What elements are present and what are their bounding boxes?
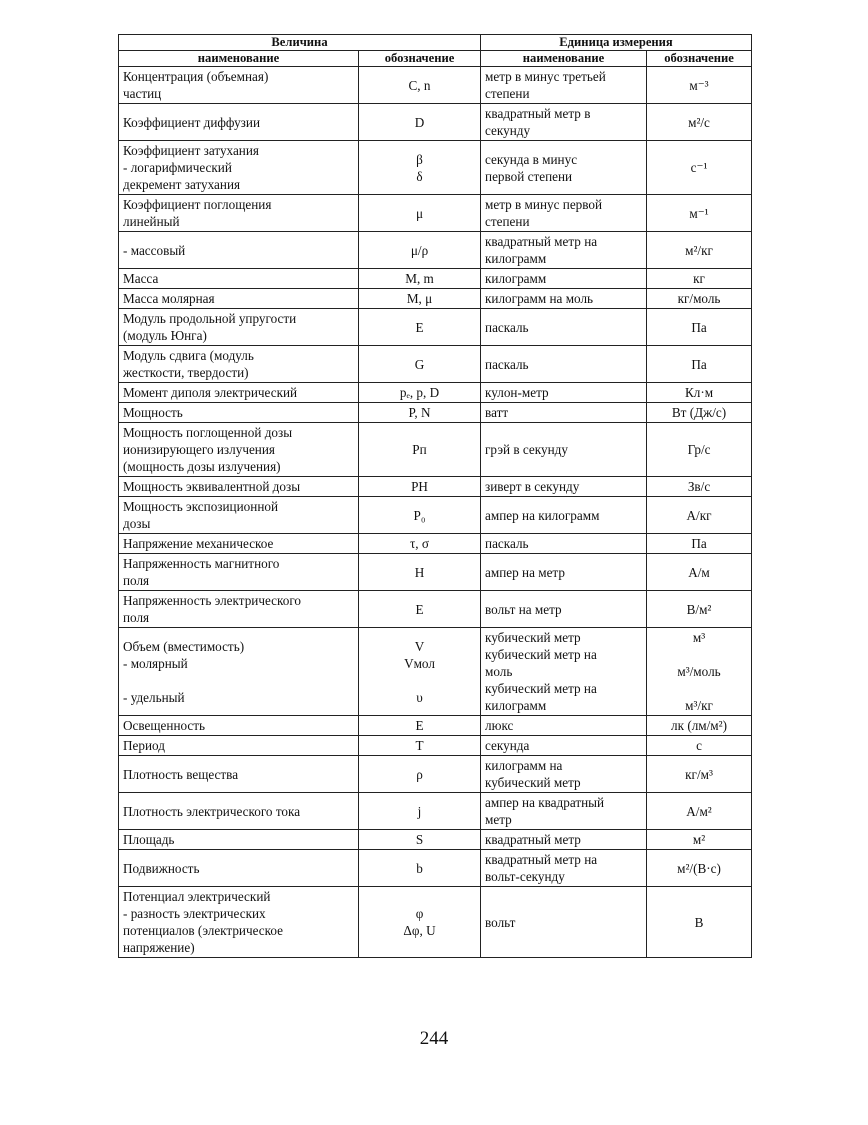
quantity-symbol-cell: μ (359, 195, 481, 232)
table-row (119, 830, 752, 850)
unit-symbol-cell: А/м (647, 554, 752, 591)
unit-symbol-cell: лк (лм/м²) (647, 716, 752, 736)
unit-name-cell: ватт (481, 403, 647, 423)
unit-symbol-cell: м⁻³ (647, 67, 752, 104)
unit-symbol-cell: м²/с (647, 104, 752, 141)
page-number: 244 (419, 1028, 449, 1049)
unit-symbol-cell: с⁻¹ (647, 141, 752, 195)
table-row (119, 534, 752, 554)
units-table (118, 34, 752, 958)
unit-name-cell: квадратный метр на килограмм (481, 232, 647, 269)
quantity-name-cell: Модуль продольной упругости (модуль Юнга) (119, 309, 359, 346)
table-row (119, 716, 752, 736)
table-row (119, 850, 752, 887)
quantity-symbol-cell: V Vмол υ (359, 628, 481, 716)
unit-symbol-cell: с (647, 736, 752, 756)
quantity-name-cell: Напряжение механическое (119, 534, 359, 554)
quantity-symbol-cell: E (359, 309, 481, 346)
quantity-symbol-cell: E (359, 591, 481, 628)
unit-name-cell: зиверт в секунду (481, 477, 647, 497)
quantity-symbol-cell: G (359, 346, 481, 383)
unit-name-cell: метр в минус первой степени (481, 195, 647, 232)
unit-symbol-cell: м² (647, 830, 752, 850)
quantity-name-cell: Плотность вещества (119, 756, 359, 793)
unit-name-cell: кулон-метр (481, 383, 647, 403)
unit-symbol-cell: м⁻¹ (647, 195, 752, 232)
quantity-symbol-cell: ρ (359, 756, 481, 793)
unit-symbol-cell: Гр/с (647, 423, 752, 477)
quantity-name-cell: Момент диполя электрический (119, 383, 359, 403)
quantity-name-cell: Масса (119, 269, 359, 289)
unit-symbol-header: обозначение (647, 51, 752, 67)
table-row (119, 756, 752, 793)
quantity-name-cell: Освещенность (119, 716, 359, 736)
quantity-symbol-cell: E (359, 716, 481, 736)
quantity-symbol-cell: P₀ (359, 497, 481, 534)
quantity-symbol-cell: pₑ, p, D (359, 383, 481, 403)
unit-name-cell: квадратный метр в секунду (481, 104, 647, 141)
quantity-name-cell: Период (119, 736, 359, 756)
quantity-name-cell: Мощность эквивалентной дозы (119, 477, 359, 497)
unit-name-cell: килограмм (481, 269, 647, 289)
quantity-symbol-cell: τ, σ (359, 534, 481, 554)
unit-symbol-cell: кг (647, 269, 752, 289)
quantity-name-cell: Коэффициент поглощения линейный (119, 195, 359, 232)
table-row (119, 67, 752, 104)
quantity-symbol-cell: PH (359, 477, 481, 497)
unit-name-cell: паскаль (481, 309, 647, 346)
quantity-name-cell: Объем (вместимость) - молярный - удельный (119, 628, 359, 716)
unit-name-cell: грэй в секунду (481, 423, 647, 477)
table-row (119, 232, 752, 269)
quantity-name-cell: Подвижность (119, 850, 359, 887)
unit-symbol-cell: кг/моль (647, 289, 752, 309)
table-row (119, 269, 752, 289)
quantity-name-cell: Концентрация (объемная) частиц (119, 67, 359, 104)
unit-name-cell: кубический метр кубический метр на моль кубический метр на килограмм (481, 628, 647, 716)
table-row (119, 195, 752, 232)
quantity-name-cell: Площадь (119, 830, 359, 850)
quantity-name-cell: Напряженность магнитного поля (119, 554, 359, 591)
quantity-symbol-cell: μ/ρ (359, 232, 481, 269)
unit-symbol-cell: Зв/с (647, 477, 752, 497)
quantity-symbol-cell: φ Δφ, U (359, 887, 481, 958)
header-group-row (119, 35, 752, 51)
unit-symbol-cell: Па (647, 309, 752, 346)
table-row (119, 793, 752, 830)
quantity-name-header: наименование (119, 51, 359, 67)
quantity-name-cell: Масса молярная (119, 289, 359, 309)
table-row (119, 628, 752, 716)
unit-name-cell: вольт на метр (481, 591, 647, 628)
unit-symbol-cell: Па (647, 346, 752, 383)
unit-name-cell: секунда в минус первой степени (481, 141, 647, 195)
unit-symbol-cell: А/кг (647, 497, 752, 534)
unit-symbol-cell: В/м² (647, 591, 752, 628)
table-row (119, 736, 752, 756)
table-row (119, 423, 752, 477)
unit-name-cell: ампер на метр (481, 554, 647, 591)
unit-symbol-cell: А/м² (647, 793, 752, 830)
quantity-symbol-cell: D (359, 104, 481, 141)
header-sub-row (119, 51, 752, 67)
table-row (119, 887, 752, 958)
unit-name-cell: ампер на квадратный метр (481, 793, 647, 830)
unit-symbol-cell: м²/кг (647, 232, 752, 269)
table-row (119, 104, 752, 141)
unit-symbol-cell: Вт (Дж/с) (647, 403, 752, 423)
table-row (119, 403, 752, 423)
unit-name-cell: метр в минус третьей степени (481, 67, 647, 104)
unit-name-cell: ампер на килограмм (481, 497, 647, 534)
unit-name-cell: люкс (481, 716, 647, 736)
quantity-symbol-cell: P, N (359, 403, 481, 423)
table-row (119, 289, 752, 309)
table-row (119, 477, 752, 497)
unit-name-cell: килограмм на моль (481, 289, 647, 309)
unit-name-cell: килограмм на кубический метр (481, 756, 647, 793)
unit-symbol-cell: Кл·м (647, 383, 752, 403)
unit-name-cell: квадратный метр (481, 830, 647, 850)
quantity-symbol-cell: T (359, 736, 481, 756)
quantity-name-cell: Мощность поглощенной дозы ионизирующего излучения (мощность дозы излучения) (119, 423, 359, 477)
unit-name-cell: паскаль (481, 534, 647, 554)
quantity-name-cell: Напряженность электрического поля (119, 591, 359, 628)
unit-header: Единица измерения (481, 35, 752, 51)
unit-name-cell: паскаль (481, 346, 647, 383)
quantity-symbol-cell: C, n (359, 67, 481, 104)
quantity-name-cell: Мощность (119, 403, 359, 423)
table-row (119, 383, 752, 403)
quantity-name-cell: - массовый (119, 232, 359, 269)
unit-symbol-cell: кг/м³ (647, 756, 752, 793)
table-row (119, 497, 752, 534)
unit-name-cell: вольт (481, 887, 647, 958)
quantity-symbol-cell: Pп (359, 423, 481, 477)
quantity-name-cell: Коэффициент затухания - логарифмический декремент затухания (119, 141, 359, 195)
table-row (119, 591, 752, 628)
quantity-symbol-cell: H (359, 554, 481, 591)
quantity-name-cell: Потенциал электрический - разность электрических потенциалов (электрическое напряжение) (119, 887, 359, 958)
table-row (119, 346, 752, 383)
quantity-symbol-cell: S (359, 830, 481, 850)
quantity-name-cell: Модуль сдвига (модуль жесткости, твердости) (119, 346, 359, 383)
quantity-name-cell: Коэффициент диффузии (119, 104, 359, 141)
unit-symbol-cell: м²/(В·с) (647, 850, 752, 887)
quantity-symbol-cell: j (359, 793, 481, 830)
unit-symbol-cell: В (647, 887, 752, 958)
table-row (119, 141, 752, 195)
quantity-symbol-cell: M, m (359, 269, 481, 289)
table-row (119, 309, 752, 346)
quantity-symbol-header: обозначение (359, 51, 481, 67)
quantity-header: Величина (119, 35, 481, 51)
quantity-name-cell: Плотность электрического тока (119, 793, 359, 830)
table-row (119, 554, 752, 591)
unit-name-cell: секунда (481, 736, 647, 756)
unit-symbol-cell: Па (647, 534, 752, 554)
table-body (119, 67, 752, 958)
quantity-name-cell: Мощность экспозиционной дозы (119, 497, 359, 534)
quantity-symbol-cell: b (359, 850, 481, 887)
quantity-symbol-cell: β δ (359, 141, 481, 195)
quantity-symbol-cell: M, μ (359, 289, 481, 309)
unit-symbol-cell: м³ м³/моль м³/кг (647, 628, 752, 716)
unit-name-header: наименование (481, 51, 647, 67)
unit-name-cell: квадратный метр на вольт-секунду (481, 850, 647, 887)
